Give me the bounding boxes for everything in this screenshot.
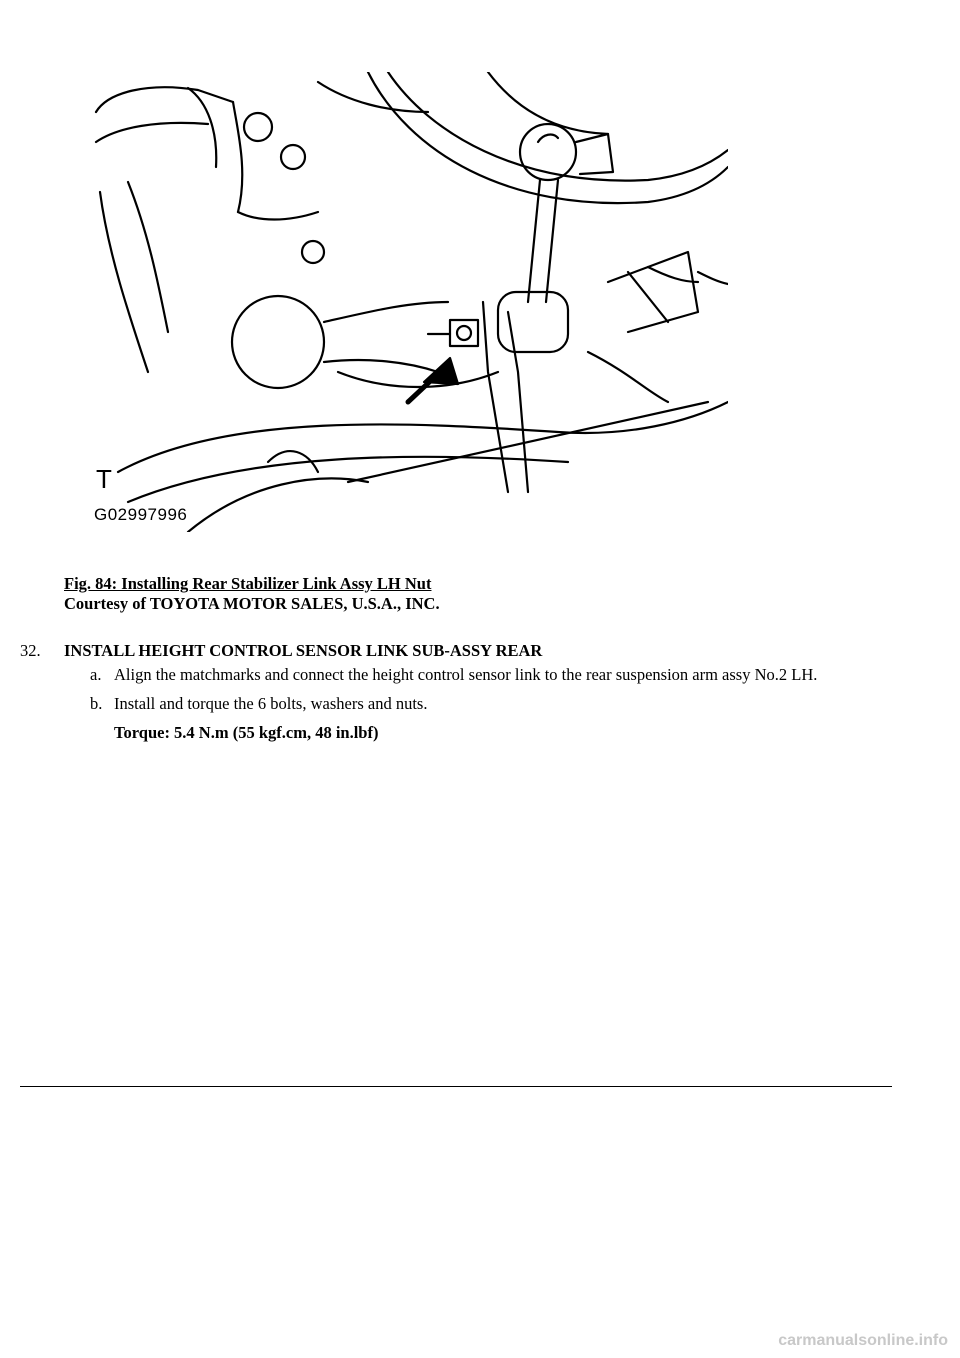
substep-item <box>90 693 880 714</box>
line-drawing <box>88 72 728 532</box>
figure-corner-mark: T <box>96 464 112 494</box>
figure-caption-title: Fig. 84: Installing Rear Stabilizer Link Assy LH Nut <box>64 574 432 593</box>
substep-text: Align the matchmarks and connect the height control sensor link to the rear suspension arm assy No.2 LH. <box>114 665 818 684</box>
figure-code: G02997996 <box>94 505 188 524</box>
substep-letter: a. <box>90 665 102 684</box>
substep-item <box>90 664 880 685</box>
figure-caption-credit: Courtesy of TOYOTA MOTOR SALES, U.S.A., INC. <box>64 594 440 613</box>
step-heading: INSTALL HEIGHT CONTROL SENSOR LINK SUB-ASSY REAR <box>64 641 543 660</box>
stabilizer-link-illustration <box>88 72 728 532</box>
substep-letter: b. <box>90 694 103 713</box>
page-footer-rule <box>20 1086 892 1087</box>
step-number: 32. <box>20 641 41 660</box>
figure-caption <box>64 574 440 614</box>
substep-list <box>90 664 880 743</box>
site-watermark: carmanualsonline.info <box>778 1332 948 1349</box>
procedure-step <box>20 641 900 661</box>
torque-spec: Torque: 5.4 N.m (55 kgf.cm, 48 in.lbf) <box>114 723 379 742</box>
substep-text: Install and torque the 6 bolts, washers and nuts. <box>114 694 428 713</box>
